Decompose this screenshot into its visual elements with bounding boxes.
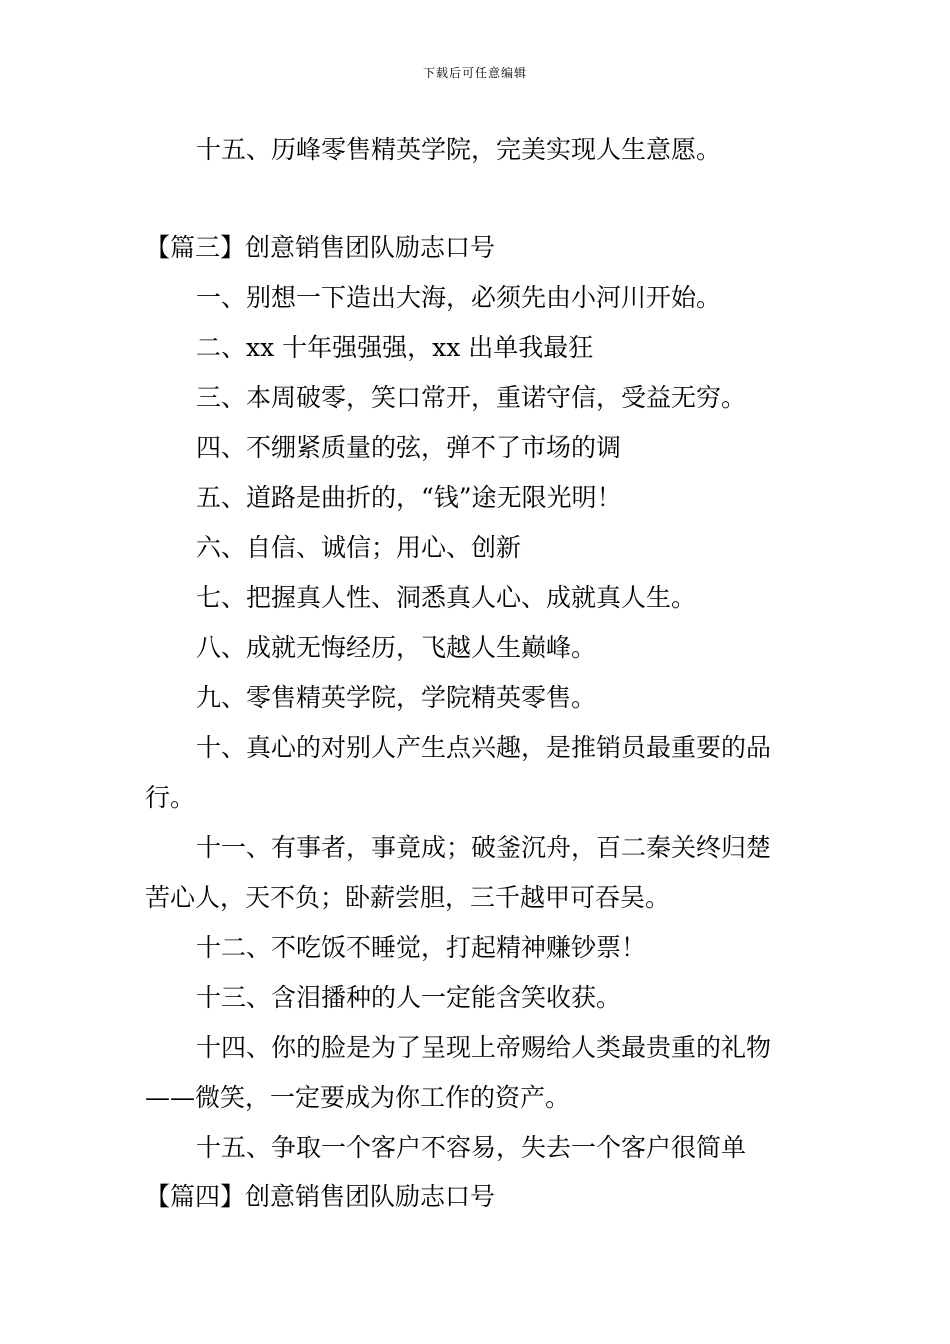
text-line-continuation: ——微笑，一定要成为你工作的资产。 <box>145 1083 571 1112</box>
text-line: 十、真心的对别人产生点兴趣，是推销员最重要的品 <box>196 733 772 762</box>
text-line-continuation: 苦心人，天不负；卧薪尝胆，三千越甲可吞吴。 <box>145 883 671 912</box>
text-line: 八、成就无悔经历，飞越人生巅峰。 <box>196 633 597 662</box>
text-line-continuation: 行。 <box>145 783 196 812</box>
text-line: 二、xx 十年强强强，xx 出单我最狂 <box>196 333 594 362</box>
text-line: 三、本周破零，笑口常开，重诺守信，受益无穷。 <box>196 383 747 412</box>
text-line: 六、自信、诚信；用心、创新 <box>196 533 522 562</box>
text-line: 四、不绷紧质量的弦，弹不了市场的调 <box>196 433 622 462</box>
text-line: 五、道路是曲折的，“钱”途无限光明！ <box>196 483 622 512</box>
section-title: 【篇三】创意销售团队励志口号 <box>145 233 496 262</box>
text-line: 十三、含泪播种的人一定能含笑收获。 <box>196 983 622 1012</box>
text-line: 十五、历峰零售精英学院，完美实现人生意愿。 <box>196 135 722 164</box>
text-line: 七、把握真人性、洞悉真人心、成就真人生。 <box>196 583 697 612</box>
text-line: 十四、你的脸是为了呈现上帝赐给人类最贵重的礼物 <box>196 1033 772 1062</box>
text-line: 十五、争取一个客户不容易，失去一个客户很简单 <box>196 1133 747 1162</box>
section-title: 【篇四】创意销售团队励志口号 <box>145 1182 496 1211</box>
text-line: 一、别想一下造出大海，必须先由小河川开始。 <box>196 283 722 312</box>
text-line: 十二、不吃饭不睡觉，打起精神赚钞票！ <box>196 933 647 962</box>
text-line: 十一、有事者，事竟成；破釜沉舟，百二秦关终归楚 <box>196 833 772 862</box>
text-line: 九、零售精英学院，学院精英零售。 <box>196 683 597 712</box>
page-header: 下载后可任意编辑 <box>422 66 527 80</box>
